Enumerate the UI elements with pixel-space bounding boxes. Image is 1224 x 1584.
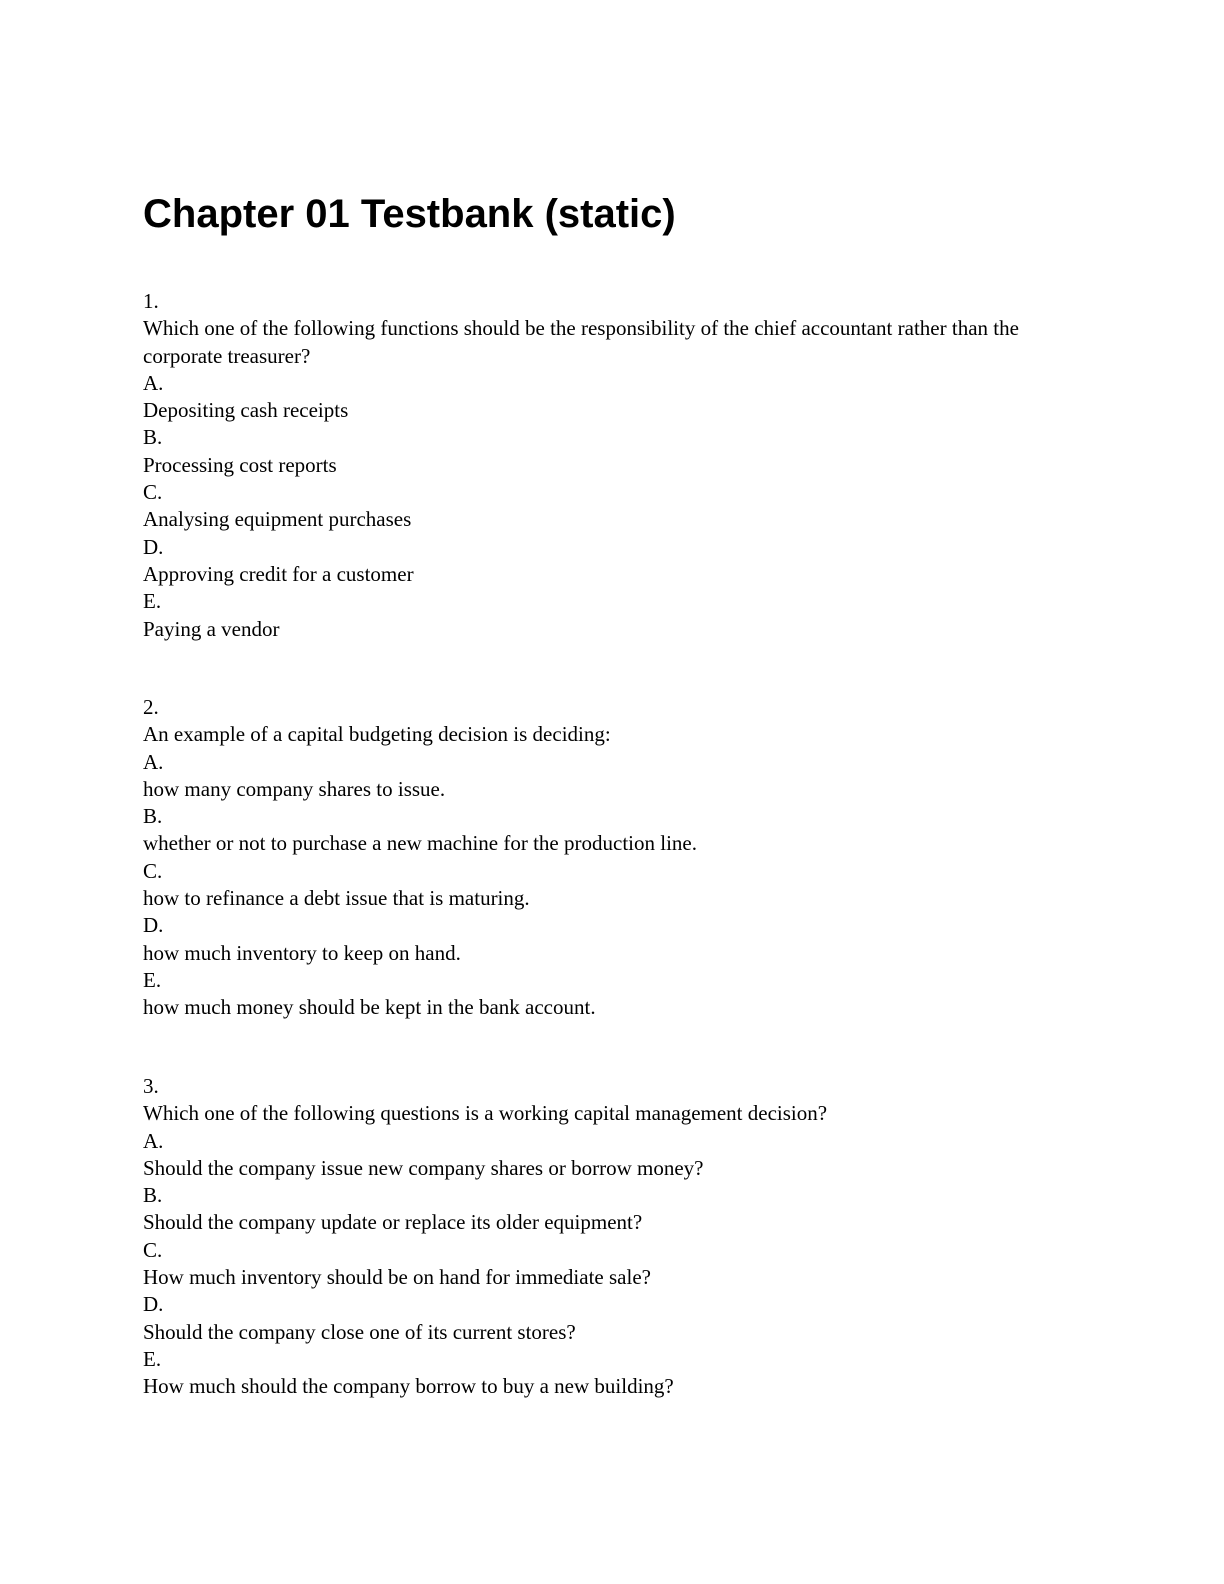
option-text: Should the company update or replace its older equipment? (143, 1210, 643, 1235)
option-letter: E. (143, 1346, 162, 1371)
option-letter: C. (143, 1237, 163, 1262)
question-number: 2. (143, 695, 159, 719)
option-letter: B. (143, 804, 163, 829)
option-letter: B. (143, 1183, 163, 1208)
option-text: Should the company close one of its current stores? (143, 1319, 576, 1344)
option-text: Processing cost reports (143, 452, 337, 477)
option-text: How much inventory should be on hand for immediate sale? (143, 1265, 651, 1290)
option-text: Approving credit for a customer (143, 561, 414, 586)
option-text: How much should the company borrow to buy a new building? (143, 1374, 674, 1399)
option-letter: D. (143, 913, 164, 938)
question-2 (143, 694, 1073, 1022)
option-letter: E. (143, 967, 162, 992)
option-letter: D. (143, 1292, 164, 1317)
option-text: how many company shares to issue. (143, 776, 446, 801)
option-letter: A. (143, 370, 164, 395)
question-number: 3. (143, 1074, 159, 1098)
question-number: 1. (143, 289, 159, 313)
page-title: Chapter 01 Testbank (static) (143, 192, 676, 236)
option-text: how to refinance a debt issue that is maturing. (143, 886, 530, 911)
question-text: Which one of the following questions is a working capital management decision? (143, 1101, 828, 1126)
question-1 (143, 288, 1073, 643)
option-letter: B. (143, 425, 163, 450)
option-text: Should the company issue new company shares or borrow money? (143, 1155, 704, 1180)
question-text: An example of a capital budgeting decision is deciding: (143, 722, 611, 747)
option-letter: C. (143, 858, 163, 883)
question-3 (143, 1073, 1073, 1401)
option-letter: A. (143, 749, 164, 774)
option-text: Paying a vendor (143, 616, 280, 641)
option-letter: C. (143, 480, 163, 505)
option-text: whether or not to purchase a new machine for the production line. (143, 831, 697, 856)
question-text: Which one of the following functions should be the responsibility of the chief accountant rather than the corporate treasurer? (143, 316, 1019, 368)
option-letter: E. (143, 589, 162, 614)
option-text: Depositing cash receipts (143, 398, 349, 423)
option-text: Analysing equipment purchases (143, 507, 412, 532)
option-letter: D. (143, 534, 164, 559)
option-text: how much money should be kept in the bank account. (143, 995, 596, 1020)
option-text: how much inventory to keep on hand. (143, 940, 461, 965)
option-letter: A. (143, 1128, 164, 1153)
